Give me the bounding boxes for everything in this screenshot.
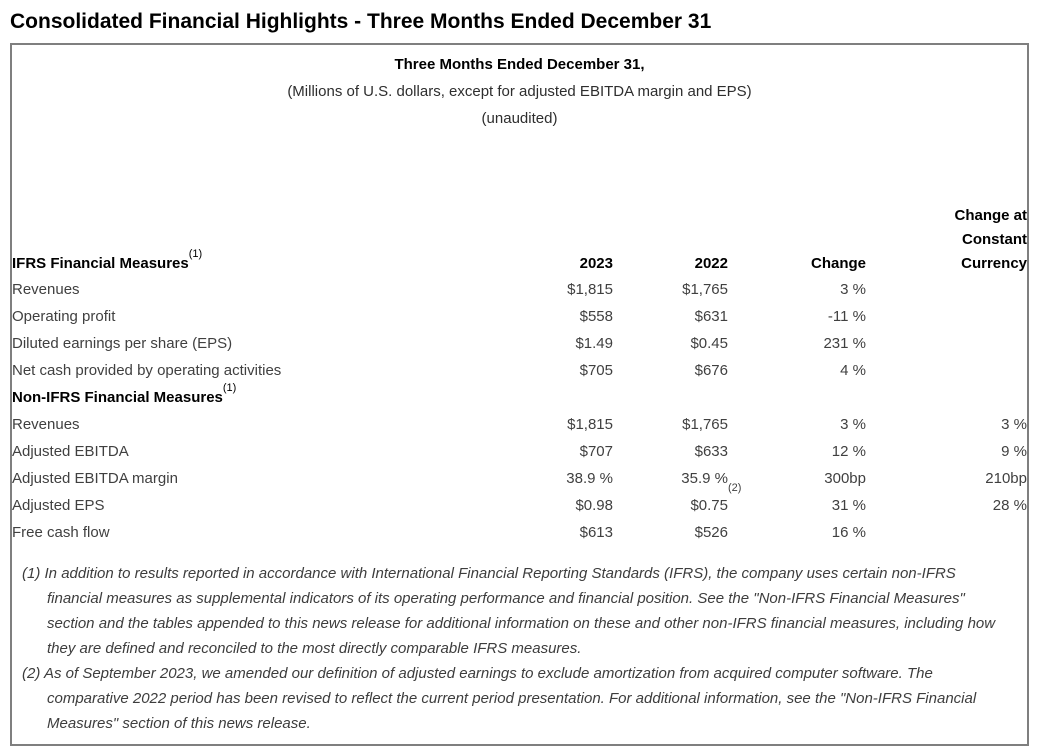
table-row-diluted-eps <box>12 330 1027 357</box>
row-label: Adjusted EPS <box>12 497 105 514</box>
cell-constant-currency: 28 % <box>992 497 1027 514</box>
row-label: Revenues <box>12 416 80 433</box>
table-row-revenues-ifrs <box>12 276 1027 303</box>
column-header-change: Change <box>810 255 866 272</box>
table-row-operating-profit <box>12 303 1027 330</box>
cell-2023: $0.98 <box>575 497 613 514</box>
cell-2022: $676 <box>694 362 728 379</box>
footnotes-section <box>22 561 1013 744</box>
cell-constant-currency <box>866 276 1027 303</box>
cell-2023: $1.49 <box>575 335 613 352</box>
cell-change: 231 % <box>823 335 866 352</box>
column-header-2023: 2023 <box>579 255 613 272</box>
cell-change: 12 % <box>831 443 866 460</box>
cell-2022: $0.45 <box>690 335 728 352</box>
row-label: Net cash provided by operating activities <box>12 362 282 379</box>
cell-2023: $1,815 <box>567 416 613 433</box>
page-title: Consolidated Financial Highlights - Three Months Ended December 31 <box>10 10 712 33</box>
table-section-row-non-ifrs <box>12 384 1027 411</box>
row-label: Revenues <box>12 281 80 298</box>
column-header-constant-currency: Change at Constant Currency <box>954 207 1027 272</box>
table-row-adjusted-eps <box>12 492 1027 519</box>
caption-units: (Millions of U.S. dollars, except for adjusted EBITDA margin and EPS) <box>287 83 752 100</box>
footnote-ref-1: (1) <box>188 248 203 260</box>
cell-2022: $1,765 <box>682 416 728 433</box>
cell-constant-currency <box>866 357 1027 384</box>
footnote-marker: (2) <box>22 665 41 682</box>
table-header-row <box>12 204 1027 276</box>
cell-constant-currency: 3 % <box>1001 416 1027 433</box>
cell-constant-currency: 9 % <box>1001 443 1027 460</box>
cell-2022: $526 <box>694 524 728 541</box>
table-row-adjusted-ebitda-margin <box>12 465 1027 492</box>
cell-2023: $705 <box>579 362 613 379</box>
cell-constant-currency <box>866 330 1027 357</box>
cell-2022: $633 <box>694 443 728 460</box>
caption-period: Three Months Ended December 31, <box>394 56 645 73</box>
cell-2023: $1,815 <box>567 281 613 298</box>
cell-2023: $558 <box>579 308 613 325</box>
table-row-free-cash-flow <box>12 519 1027 546</box>
footnote-marker: (1) <box>22 565 41 582</box>
financial-highlights-table <box>12 204 1027 546</box>
cell-change: 4 % <box>840 362 866 379</box>
cell-2023: $707 <box>579 443 613 460</box>
cell-constant-currency: 210bp <box>985 470 1027 487</box>
table-row-adjusted-ebitda <box>12 438 1027 465</box>
footnote-2 <box>22 661 1013 736</box>
row-label: Operating profit <box>12 308 116 325</box>
section-header-non-ifrs-measures: Non-IFRS Financial Measures$^{(1)}$ <box>12 382 237 406</box>
cell-change: 31 % <box>831 497 866 514</box>
cell-change: 3 % <box>840 281 866 298</box>
cell-2022: 35.9 % <box>681 470 728 487</box>
financial-highlights-panel <box>10 43 1029 746</box>
row-label: Adjusted EBITDA <box>12 443 129 460</box>
footnote-ref-1: (1) <box>222 382 237 394</box>
cell-change: 300bp <box>824 470 866 487</box>
footnote-text: In addition to results reported in accordance with International Financial Reporting Standards (IFRS), the company uses certain non-IFRS financial measures as supplemental indicators of its operating performance and financial position. See the "Non-IFRS Financial Measures" section and the tables appended to this news release for additional information on these and other non-IFRS financial measures, including how they are defined and reconciled to the most directly comparable IFRS measures. <box>44 565 996 657</box>
footnote-text: As of September 2023, we amended our definition of adjusted earnings to exclude amortization from acquired computer software. The comparative 2022 period has been revised to reflect the current period presentation. For additional information, see the "Non-IFRS Financial Measures" section of this news release. <box>43 665 977 732</box>
table-caption <box>12 45 1027 132</box>
cell-change: 16 % <box>831 524 866 541</box>
cell-2023: $613 <box>579 524 613 541</box>
cell-change: -11 % <box>827 308 866 325</box>
cell-2022: $631 <box>694 308 728 325</box>
cell-2023: 38.9 % <box>566 470 613 487</box>
table-row-revenues-non-ifrs <box>12 411 1027 438</box>
cell-constant-currency <box>866 519 1027 546</box>
table-row-net-cash-operating <box>12 357 1027 384</box>
row-label: Free cash flow <box>12 524 110 541</box>
column-header-2022: 2022 <box>694 255 728 272</box>
cell-constant-currency <box>866 303 1027 330</box>
cell-2022: $1,765 <box>682 281 728 298</box>
row-label: Diluted earnings per share (EPS) <box>12 335 233 352</box>
cell-change: 3 % <box>840 416 866 433</box>
caption-unaudited: (unaudited) <box>481 110 558 127</box>
row-label: Adjusted EBITDA margin <box>12 470 178 487</box>
footnote-1 <box>22 561 1013 661</box>
column-header-ifrs-measures: IFRS Financial Measures$^{(1)}$ <box>12 248 203 272</box>
cell-2022: $0.75 (2) <box>690 482 742 514</box>
